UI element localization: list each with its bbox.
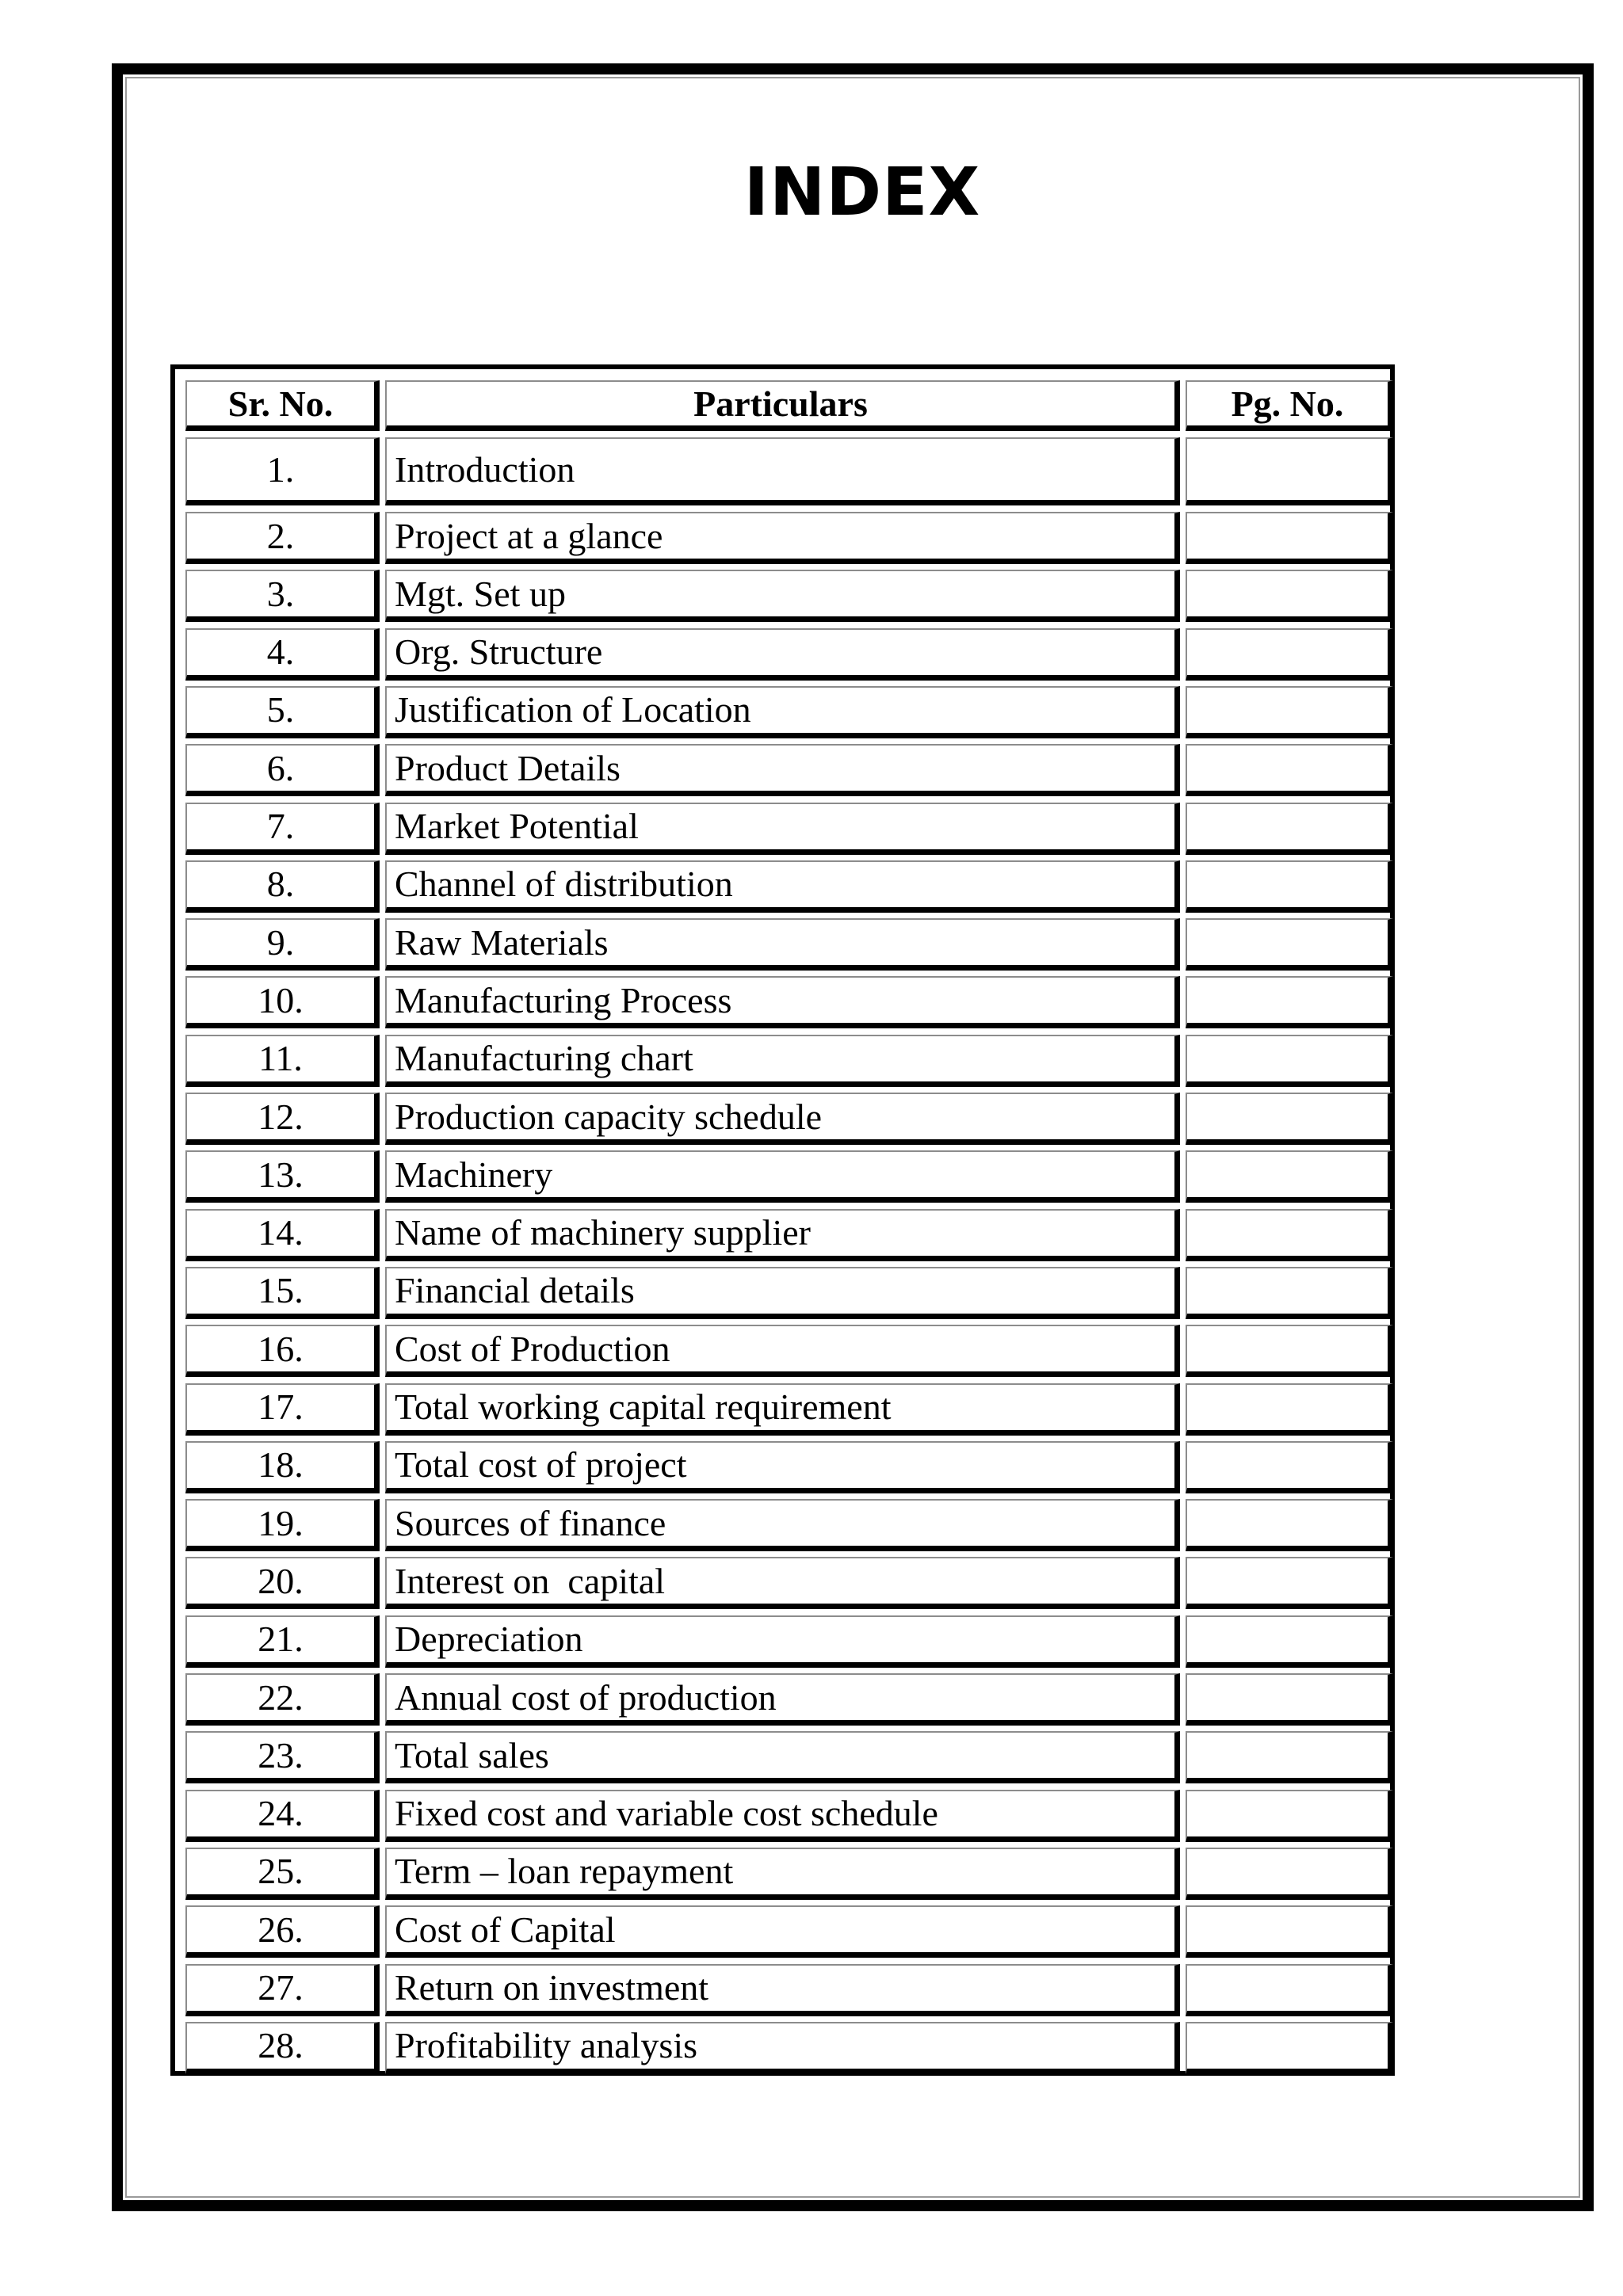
particular-cell: Term – loan repayment xyxy=(385,1848,1180,1900)
table-row xyxy=(175,437,1390,505)
table-row xyxy=(175,744,1390,796)
table-row xyxy=(175,1325,1390,1377)
particular-cell: Cost of Production xyxy=(385,1325,1180,1377)
particular-cell: Market Potential xyxy=(385,803,1180,855)
page-number-cell xyxy=(1186,1325,1393,1377)
particular-cell: Org. Structure xyxy=(385,628,1180,681)
particular-cell: Total cost of project xyxy=(385,1441,1180,1493)
page-number-cell xyxy=(1186,860,1393,913)
sr-no-cell: 1. xyxy=(185,437,380,505)
header-sr-no: Sr. No. xyxy=(185,380,380,431)
particular-cell: Project at a glance xyxy=(385,512,1180,564)
page-number-cell xyxy=(1186,1499,1393,1551)
particular-cell: Channel of distribution xyxy=(385,860,1180,913)
sr-no-cell: 21. xyxy=(185,1615,380,1668)
sr-no-cell: 10. xyxy=(185,976,380,1028)
page-number-cell xyxy=(1186,570,1393,622)
particular-cell: Return on investment xyxy=(385,1964,1180,2016)
table-row xyxy=(175,1267,1390,1319)
page-number-cell xyxy=(1186,437,1393,505)
sr-no-cell: 26. xyxy=(185,1905,380,1958)
table-row xyxy=(175,1615,1390,1668)
table-row xyxy=(175,570,1390,622)
table-row xyxy=(175,1093,1390,1145)
particular-cell: Mgt. Set up xyxy=(385,570,1180,622)
sr-no-cell: 27. xyxy=(185,1964,380,2016)
table-row xyxy=(175,686,1390,738)
page-number-cell xyxy=(1186,1441,1393,1493)
sr-no-cell: 2. xyxy=(185,512,380,564)
sr-no-cell: 15. xyxy=(185,1267,380,1319)
page-number-cell xyxy=(1186,512,1393,564)
table-row xyxy=(175,1673,1390,1726)
sr-no-cell: 14. xyxy=(185,1209,380,1261)
particular-cell: Machinery xyxy=(385,1150,1180,1203)
sr-no-cell: 6. xyxy=(185,744,380,796)
particular-cell: Introduction xyxy=(385,437,1180,505)
particular-cell: Manufacturing Process xyxy=(385,976,1180,1028)
table-row xyxy=(175,1790,1390,1842)
sr-no-cell: 19. xyxy=(185,1499,380,1551)
page-number-cell xyxy=(1186,918,1393,971)
particular-cell: Justification of Location xyxy=(385,686,1180,738)
particular-cell: Financial details xyxy=(385,1267,1180,1319)
page-number-cell xyxy=(1186,744,1393,796)
particular-cell: Manufacturing chart xyxy=(385,1035,1180,1087)
sr-no-cell: 5. xyxy=(185,686,380,738)
sr-no-cell: 25. xyxy=(185,1848,380,1900)
particular-cell: Name of machinery supplier xyxy=(385,1209,1180,1261)
sr-no-cell: 13. xyxy=(185,1150,380,1203)
index-table xyxy=(170,364,1395,2076)
particular-cell: Depreciation xyxy=(385,1615,1180,1668)
page-number-cell xyxy=(1186,2022,1393,2074)
page-number-cell xyxy=(1186,1557,1393,1609)
particular-cell: Production capacity schedule xyxy=(385,1093,1180,1145)
table-row xyxy=(175,1499,1390,1551)
sr-no-cell: 11. xyxy=(185,1035,380,1087)
table-row xyxy=(175,628,1390,681)
table-row xyxy=(175,918,1390,971)
particular-cell: Cost of Capital xyxy=(385,1905,1180,1958)
header-particulars: Particulars xyxy=(385,380,1180,431)
sr-no-cell: 24. xyxy=(185,1790,380,1842)
table-row xyxy=(175,1035,1390,1087)
sr-no-cell: 7. xyxy=(185,803,380,855)
table-row xyxy=(175,1964,1390,2016)
particular-cell: Interest on capital xyxy=(385,1557,1180,1609)
table-row xyxy=(175,512,1390,564)
particular-cell: Sources of finance xyxy=(385,1499,1180,1551)
page-number-cell xyxy=(1186,976,1393,1028)
table-row xyxy=(175,860,1390,913)
page-number-cell xyxy=(1186,1790,1393,1842)
table-row xyxy=(175,803,1390,855)
page-number-cell xyxy=(1186,1673,1393,1726)
table-row xyxy=(175,1383,1390,1436)
page-number-cell xyxy=(1186,1848,1393,1900)
particular-cell: Total working capital requirement xyxy=(385,1383,1180,1436)
table-row xyxy=(175,1441,1390,1493)
page-number-cell xyxy=(1186,1383,1393,1436)
sr-no-cell: 8. xyxy=(185,860,380,913)
table-header-row xyxy=(175,380,1390,431)
table-row xyxy=(175,1848,1390,1900)
page-number-cell xyxy=(1186,1209,1393,1261)
sr-no-cell: 20. xyxy=(185,1557,380,1609)
sr-no-cell: 23. xyxy=(185,1731,380,1783)
page-number-cell xyxy=(1186,1035,1393,1087)
page-number-cell xyxy=(1186,1093,1393,1145)
sr-no-cell: 17. xyxy=(185,1383,380,1436)
sr-no-cell: 9. xyxy=(185,918,380,971)
table-row xyxy=(175,1150,1390,1203)
table-row xyxy=(175,1209,1390,1261)
page-title: INDEX xyxy=(743,153,981,231)
table-row xyxy=(175,976,1390,1028)
particular-cell: Annual cost of production xyxy=(385,1673,1180,1726)
sr-no-cell: 3. xyxy=(185,570,380,622)
page-number-cell xyxy=(1186,1905,1393,1958)
page-number-cell xyxy=(1186,628,1393,681)
header-pg-no: Pg. No. xyxy=(1186,380,1393,431)
sr-no-cell: 22. xyxy=(185,1673,380,1726)
page-number-cell xyxy=(1186,1615,1393,1668)
page-number-cell xyxy=(1186,1964,1393,2016)
page-number-cell xyxy=(1186,1731,1393,1783)
page-number-cell xyxy=(1186,1150,1393,1203)
page-number-cell xyxy=(1186,1267,1393,1319)
page-number-cell xyxy=(1186,803,1393,855)
particular-cell: Total sales xyxy=(385,1731,1180,1783)
page-number-cell xyxy=(1186,686,1393,738)
particular-cell: Fixed cost and variable cost schedule xyxy=(385,1790,1180,1842)
particular-cell: Product Details xyxy=(385,744,1180,796)
table-row xyxy=(175,2022,1390,2074)
table-row xyxy=(175,1905,1390,1958)
sr-no-cell: 28. xyxy=(185,2022,380,2074)
particular-cell: Raw Materials xyxy=(385,918,1180,971)
sr-no-cell: 16. xyxy=(185,1325,380,1377)
table-row xyxy=(175,1557,1390,1609)
table-row xyxy=(175,1731,1390,1783)
sr-no-cell: 18. xyxy=(185,1441,380,1493)
sr-no-cell: 4. xyxy=(185,628,380,681)
sr-no-cell: 12. xyxy=(185,1093,380,1145)
particular-cell: Profitability analysis xyxy=(385,2022,1180,2074)
